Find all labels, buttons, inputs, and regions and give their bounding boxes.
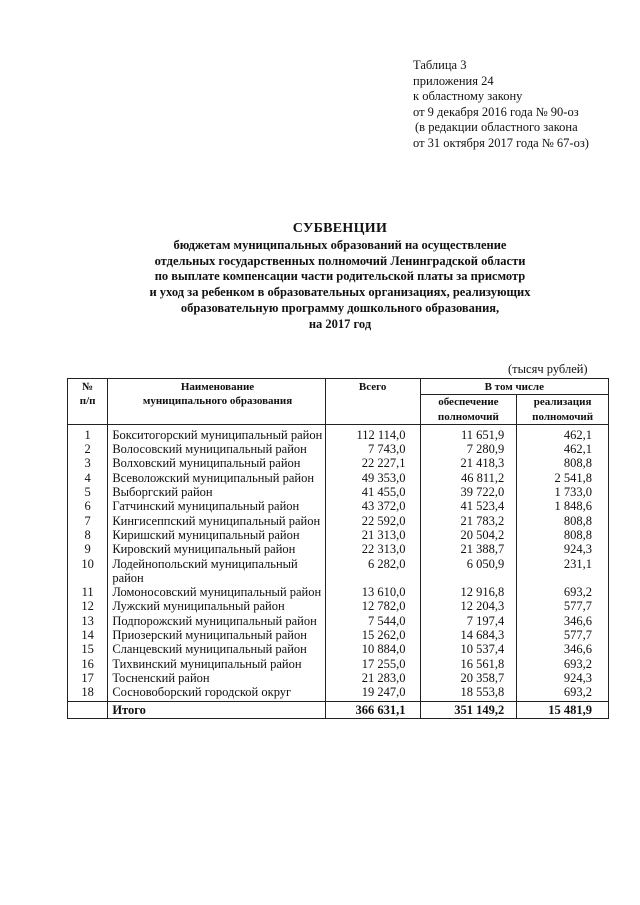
row-name: Лужский муниципальный район	[108, 599, 325, 613]
header-sub-a-line2: полномочий	[437, 410, 499, 423]
row-a: 10 537,4	[420, 642, 517, 656]
row-name: Волховский муниципальный район	[108, 456, 325, 470]
row-a: 14 684,3	[420, 628, 517, 642]
row-total: 17 255,0	[325, 657, 420, 671]
row-b: 231,1	[517, 557, 609, 586]
row-total: 15 262,0	[325, 628, 420, 642]
table-row	[68, 642, 609, 656]
row-b: 1 848,6	[517, 499, 609, 513]
total-value: 366 631,1	[325, 701, 420, 718]
header-num-line2: п/п	[79, 395, 96, 408]
row-b: 2 541,8	[517, 471, 609, 485]
row-a: 46 811,2	[420, 471, 517, 485]
row-num: 15	[68, 642, 108, 656]
row-num: 13	[68, 614, 108, 628]
row-name: Гатчинский муниципальный район	[108, 499, 325, 513]
row-total: 10 884,0	[325, 642, 420, 656]
header-note-line: от 31 октября 2017 года № 67-оз)	[413, 135, 589, 150]
total-a-value: 351 149,2	[420, 701, 517, 718]
row-a: 41 523,4	[420, 499, 517, 513]
title-line: бюджетам муниципальных образований на осуществление	[173, 237, 507, 252]
row-num: 4	[68, 471, 108, 485]
row-b: 693,2	[517, 685, 609, 701]
row-total: 22 592,0	[325, 514, 420, 528]
row-name: Подпорожский муниципальный район	[108, 614, 325, 628]
row-total: 12 782,0	[325, 599, 420, 613]
row-b: 462,1	[517, 424, 609, 442]
header-sub-b-line2: полномочий	[532, 410, 594, 423]
table-row	[68, 456, 609, 470]
title-line: отдельных государственных полномочий Ленинградской области	[154, 253, 526, 268]
row-total: 7 743,0	[325, 442, 420, 456]
total-b-value: 15 481,9	[517, 701, 609, 718]
row-num: 1	[68, 424, 108, 442]
row-num: 14	[68, 628, 108, 642]
table-row	[68, 424, 609, 442]
row-name: Сосновоборский городской округ	[108, 685, 325, 701]
table-row	[68, 471, 609, 485]
row-total: 7 544,0	[325, 614, 420, 628]
table-row	[68, 499, 609, 513]
table-row	[68, 528, 609, 542]
row-total: 43 372,0	[325, 499, 420, 513]
table-row	[68, 514, 609, 528]
row-b: 808,8	[517, 528, 609, 542]
row-num: 9	[68, 542, 108, 556]
row-b: 693,2	[517, 585, 609, 599]
table-row	[68, 442, 609, 456]
row-num: 6	[68, 499, 108, 513]
header-name-line2: муниципального образования	[142, 395, 293, 408]
units-label: (тысяч рублей)	[508, 362, 588, 376]
row-num: 10	[68, 557, 108, 586]
table-row	[68, 557, 609, 586]
header-note-line: Таблица 3	[413, 58, 467, 72]
row-name: Тосненский район	[108, 671, 325, 685]
row-total: 21 283,0	[325, 671, 420, 685]
row-b: 577,7	[517, 628, 609, 642]
row-name: Лодейнопольский муниципальный район	[108, 557, 325, 586]
row-b: 808,8	[517, 514, 609, 528]
header-note-line: приложения 24	[413, 73, 494, 88]
row-b: 577,7	[517, 599, 609, 613]
row-total: 21 313,0	[325, 528, 420, 542]
row-num: 12	[68, 599, 108, 613]
row-num: 16	[68, 657, 108, 671]
table-row	[68, 671, 609, 685]
row-a: 12 204,3	[420, 599, 517, 613]
row-b: 808,8	[517, 456, 609, 470]
row-b: 924,3	[517, 542, 609, 556]
row-total: 6 282,0	[325, 557, 420, 586]
row-num: 11	[68, 585, 108, 599]
row-a: 16 561,8	[420, 657, 517, 671]
subventions-table	[67, 378, 609, 719]
row-a: 11 651,9	[420, 424, 517, 442]
row-total: 41 455,0	[325, 485, 420, 499]
row-a: 18 553,8	[420, 685, 517, 701]
row-a: 6 050,9	[420, 557, 517, 586]
header-sub-a-line1: обеспечение	[438, 396, 499, 409]
header-group: В том числе	[420, 379, 608, 395]
header-sub-b-line1: реализация	[533, 396, 592, 409]
header-sub-b	[517, 395, 609, 425]
row-num: 17	[68, 671, 108, 685]
table-row	[68, 628, 609, 642]
page-title: СУБВЕНЦИИ	[292, 221, 388, 236]
row-a: 21 388,7	[420, 542, 517, 556]
row-a: 21 418,3	[420, 456, 517, 470]
row-total: 13 610,0	[325, 585, 420, 599]
row-total: 22 227,1	[325, 456, 420, 470]
title-line: по выплате компенсации части родительской платы за присмотр	[154, 269, 526, 284]
table-row	[68, 485, 609, 499]
row-name: Бокситогорский муниципальный район	[108, 424, 325, 442]
header-num-line1: №	[82, 381, 94, 393]
header-name	[108, 379, 325, 425]
row-a: 7 280,9	[420, 442, 517, 456]
title-line: и уход за ребенком в образовательных организациях, реализующих	[149, 285, 531, 300]
row-total: 22 313,0	[325, 542, 420, 556]
table-row	[68, 599, 609, 613]
row-b: 462,1	[517, 442, 609, 456]
table-row	[68, 685, 609, 701]
header-num	[68, 379, 108, 425]
table-row	[68, 657, 609, 671]
row-total: 112 114,0	[325, 424, 420, 442]
row-a: 20 358,7	[420, 671, 517, 685]
row-a: 20 504,2	[420, 528, 517, 542]
row-a: 39 722,0	[420, 485, 517, 499]
row-name: Приозерский муниципальный район	[108, 628, 325, 642]
total-num-cell	[68, 701, 108, 718]
row-name: Тихвинский муниципальный район	[108, 657, 325, 671]
row-num: 8	[68, 528, 108, 542]
row-a: 12 916,8	[420, 585, 517, 599]
total-label: Итого	[108, 701, 325, 718]
row-num: 5	[68, 485, 108, 499]
document-header-note	[413, 58, 628, 151]
row-name: Ломоносовский муниципальный район	[108, 585, 325, 599]
row-name: Волосовский муниципальный район	[108, 442, 325, 456]
row-total: 49 353,0	[325, 471, 420, 485]
header-note-line: к областному закону	[413, 89, 523, 103]
row-name: Сланцевский муниципальный район	[108, 642, 325, 656]
row-b: 346,6	[517, 614, 609, 628]
row-b: 346,6	[517, 642, 609, 656]
header-note-line: (в редакции областного закона	[415, 120, 578, 134]
table-total-row	[68, 701, 609, 718]
row-num: 18	[68, 685, 108, 701]
row-a: 21 783,2	[420, 514, 517, 528]
header-note-line: от 9 декабря 2016 года № 90-оз	[413, 104, 579, 119]
row-num: 2	[68, 442, 108, 456]
row-name: Выборгский район	[108, 485, 325, 499]
row-num: 7	[68, 514, 108, 528]
table-row	[68, 614, 609, 628]
title-line: образовательную программу дошкольного образования,	[180, 300, 500, 315]
row-b: 924,3	[517, 671, 609, 685]
title-line: на 2017 год	[308, 316, 372, 331]
row-name: Всеволожский муниципальный район	[108, 471, 325, 485]
table-body	[68, 424, 609, 701]
row-name: Киришский муниципальный район	[108, 528, 325, 542]
header-name-line1: Наименование	[180, 381, 255, 393]
row-a: 7 197,4	[420, 614, 517, 628]
header-total: Всего	[325, 379, 420, 425]
row-name: Кингисеппский муниципальный район	[108, 514, 325, 528]
row-b: 1 733,0	[517, 485, 609, 499]
row-num: 3	[68, 456, 108, 470]
document-title	[90, 221, 590, 333]
header-sub-a	[420, 395, 517, 425]
row-name: Кировский муниципальный район	[108, 542, 325, 556]
row-b: 693,2	[517, 657, 609, 671]
table-row	[68, 585, 609, 599]
table-row	[68, 542, 609, 556]
row-total: 19 247,0	[325, 685, 420, 701]
